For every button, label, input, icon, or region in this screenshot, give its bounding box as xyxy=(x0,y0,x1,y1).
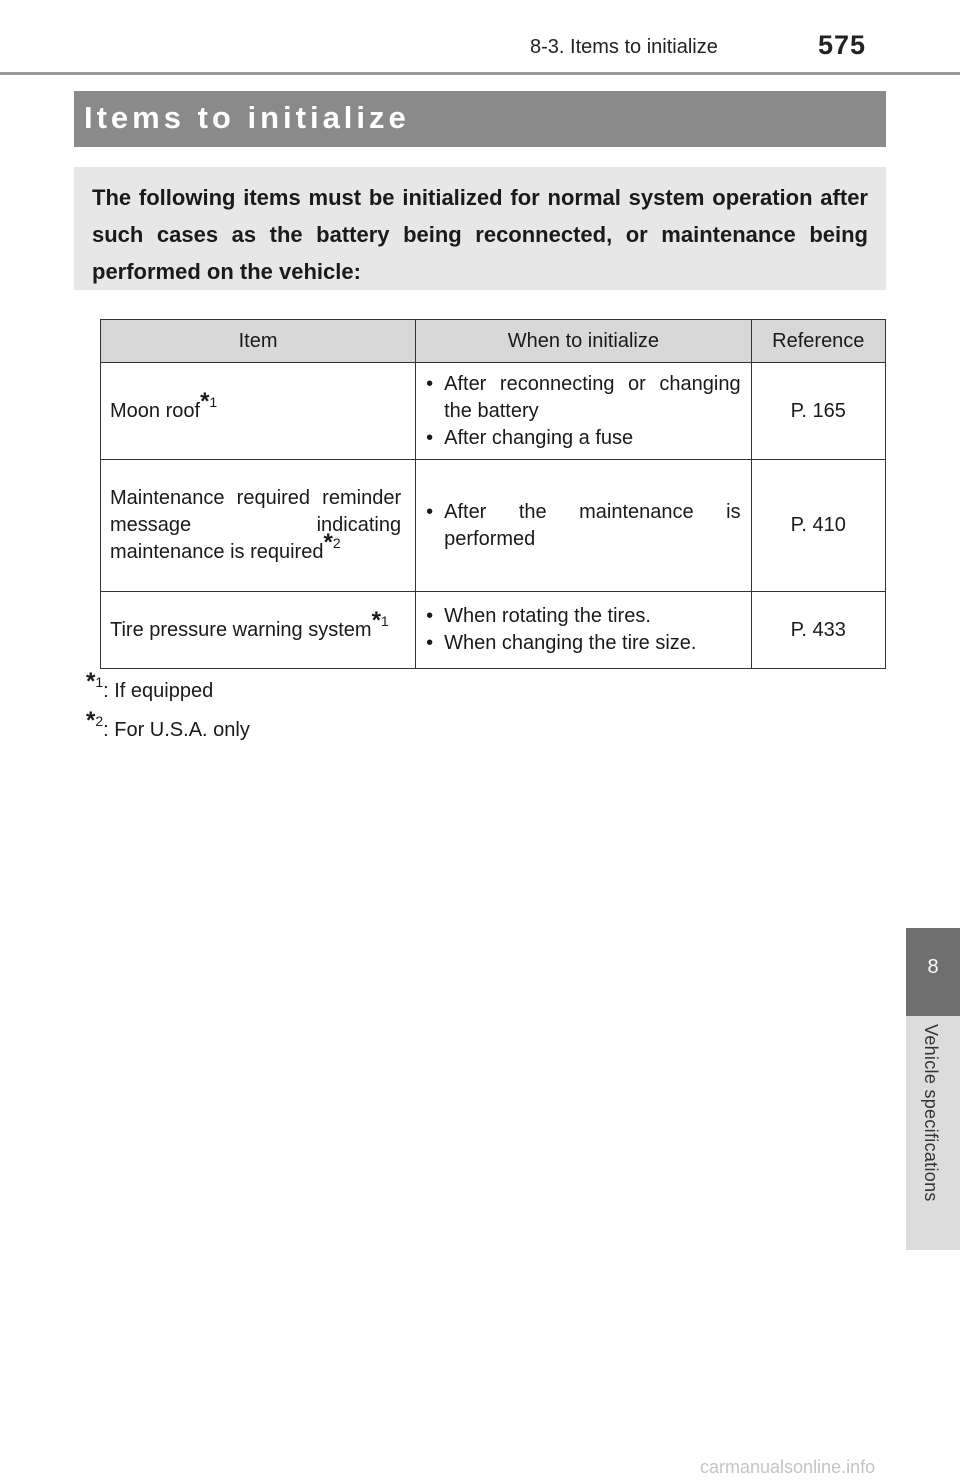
title-band xyxy=(74,91,886,147)
when-cell xyxy=(416,460,752,592)
page-number: 575 xyxy=(818,30,867,60)
reference-cell: P. 410 xyxy=(751,460,885,592)
note-star: * xyxy=(371,606,381,634)
list-item: • After changing a fuse xyxy=(426,425,741,452)
chapter-tab xyxy=(906,928,960,1016)
item-text: Moon roof xyxy=(110,399,201,422)
note-star: * xyxy=(200,387,210,415)
item-text: Tire pressure warning system xyxy=(110,618,372,641)
note-number: 1 xyxy=(95,674,104,690)
note-star: * xyxy=(86,668,96,695)
list-item: • When changing the tire size. xyxy=(426,630,741,657)
item-cell xyxy=(101,460,416,592)
chapter-label-tab xyxy=(906,1016,960,1250)
item-text: Maintenance required reminder message indicating maintenance is required xyxy=(110,487,402,563)
note-number: 2 xyxy=(332,535,341,551)
note-number: 2 xyxy=(95,713,104,729)
footnote-2 xyxy=(86,707,250,742)
section-header: 8-3. Items to initialize xyxy=(530,36,718,58)
initialize-table xyxy=(100,319,886,669)
note-star: * xyxy=(323,529,333,556)
header-item: Item xyxy=(101,320,416,363)
watermark: carmanualsonline.info xyxy=(700,1457,876,1477)
reference-cell: P. 433 xyxy=(751,592,885,669)
list-item: • After reconnecting or changing the battery xyxy=(426,371,741,425)
header-when: When to initialize xyxy=(416,320,752,363)
reference-cell: P. 165 xyxy=(751,363,885,460)
page-title: Items to initialize xyxy=(84,100,410,135)
table-row xyxy=(101,460,886,592)
header-reference: Reference xyxy=(751,320,885,363)
intro-text: The following items must be initialized for normal system operation after such cases as the battery being reconnected, or maintenance being performed on the vehicle: xyxy=(92,185,868,284)
chapter-label: Vehicle specifications xyxy=(921,1024,941,1202)
note-number: 1 xyxy=(209,393,218,410)
table-row xyxy=(101,592,886,669)
list-item: • After the maintenance is performed xyxy=(426,499,741,553)
footnote-1 xyxy=(86,668,214,703)
header-divider xyxy=(0,72,960,75)
list-item: • When rotating the tires. xyxy=(426,603,741,630)
note-star: * xyxy=(86,707,96,734)
table-header-row xyxy=(101,320,886,363)
footnote-text: : If equipped xyxy=(103,680,214,702)
table-row xyxy=(101,363,886,460)
item-cell xyxy=(101,592,416,669)
item-cell xyxy=(101,363,416,460)
note-number: 1 xyxy=(380,612,389,629)
intro-box xyxy=(74,167,886,290)
when-cell xyxy=(416,592,752,669)
when-cell xyxy=(416,363,752,460)
footnote-text: : For U.S.A. only xyxy=(103,719,250,741)
chapter-number: 8 xyxy=(927,956,939,978)
